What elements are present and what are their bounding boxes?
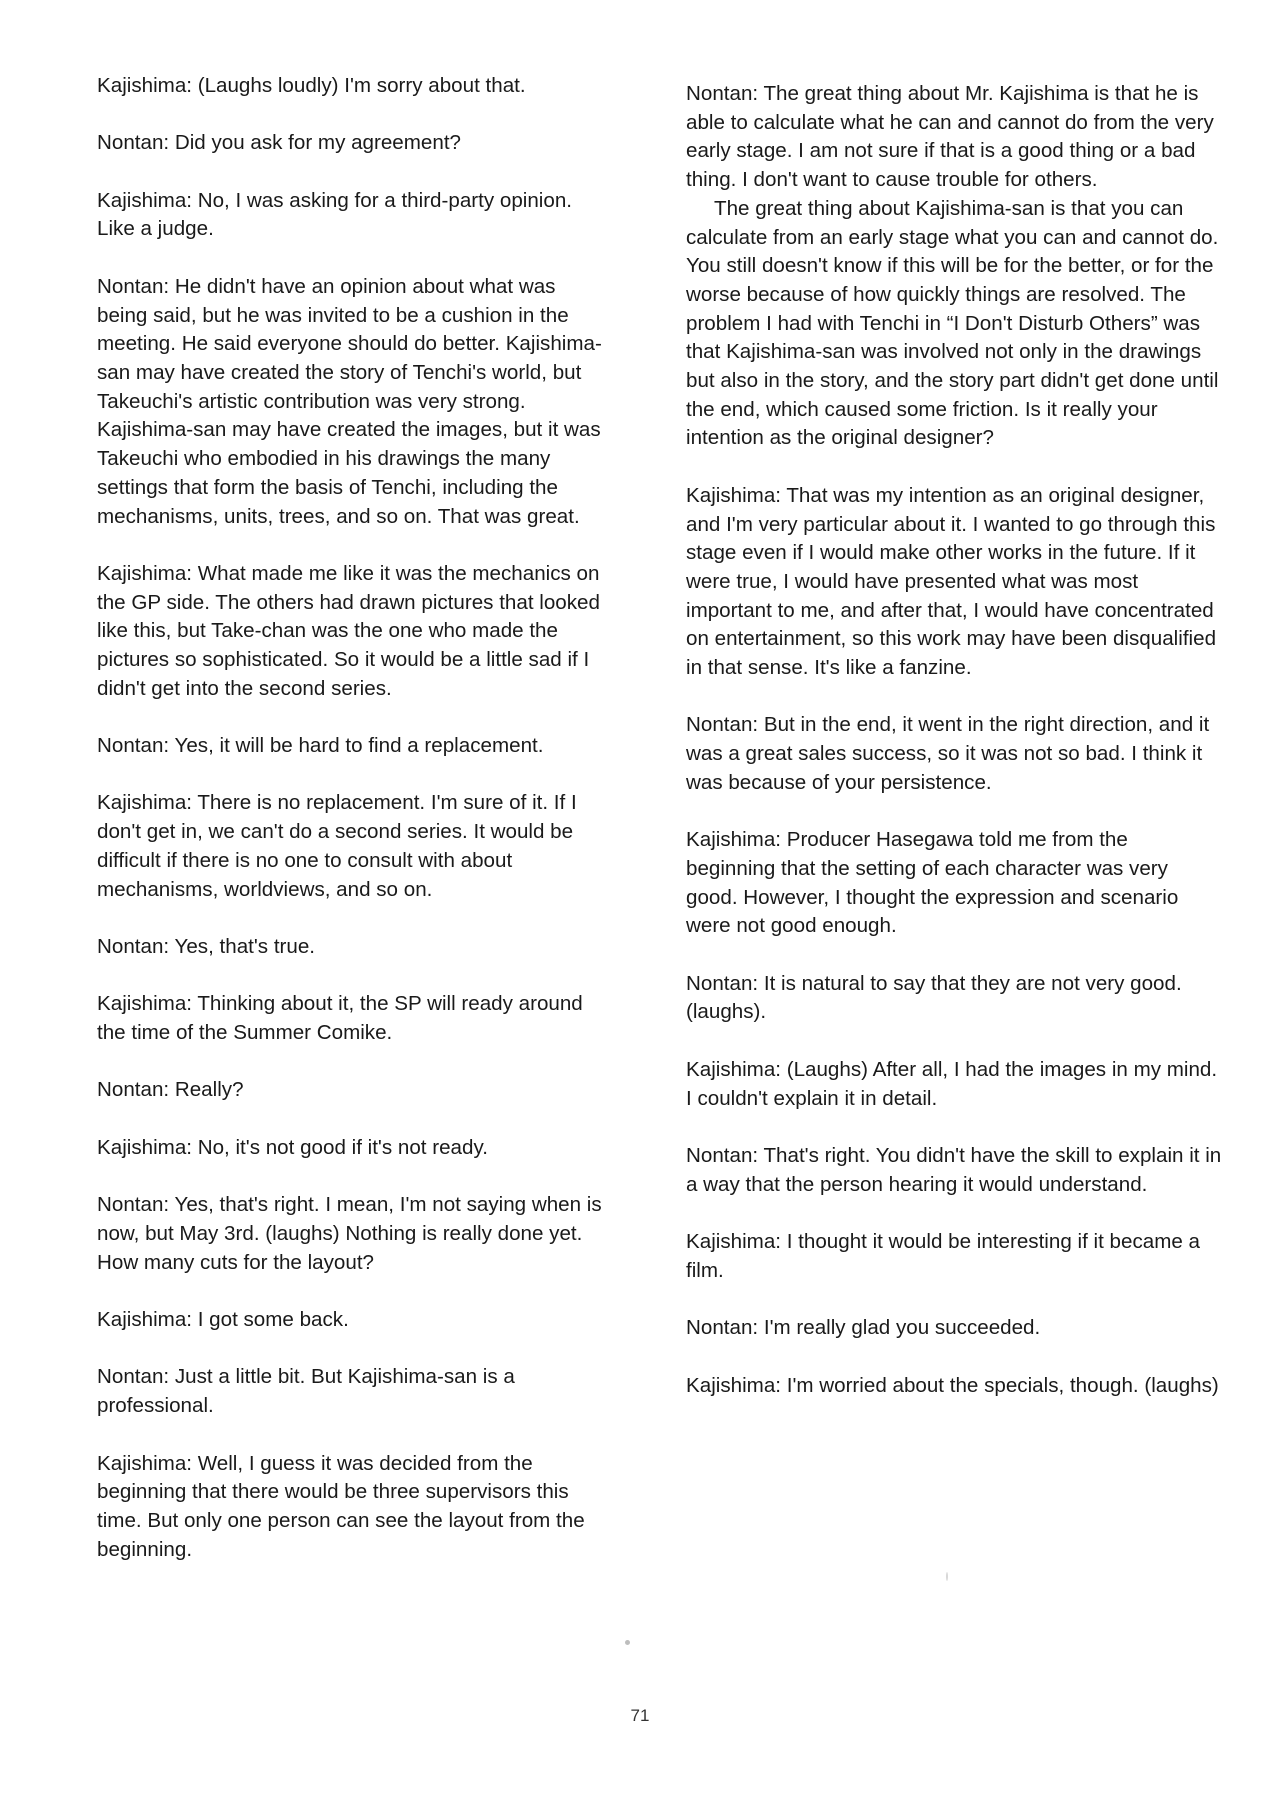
- dialogue-paragraph: Nontan: Really?: [97, 1078, 244, 1102]
- dialogue-paragraph: Kajishima: Thinking about it, the SP will ready around the time of the Summer Comike.: [97, 992, 583, 1045]
- page-number: 71: [630, 1706, 650, 1725]
- dialogue-continuation: The great thing about Kajishima-san is that you can calculate from an early stage what you can and cannot do. You still doesn't know if this will be for the better, or for the worse because of how quickly things are resolved. The problem I had with Tenchi in “I Don't Disturb Others” was that Kajishima-san was involved not only in the drawings but also in the story, and the story part didn't get done until the end, which caused some friction. Is it really your intention as the original designer?: [686, 196, 1219, 450]
- dialogue-paragraph: Kajishima: What made me like it was the mechanics on the GP side. The others had drawn pictures that looked like this, but Take-chan was the one who made the pictures so sophisticated. So it would be a little sad if I didn't get into the second series.: [97, 561, 600, 700]
- scan-speck: [946, 1572, 948, 1581]
- dialogue-paragraph: Nontan: That's right. You didn't have the skill to explain it in a way that the person hearing it would understand.: [686, 1143, 1222, 1196]
- dialogue-paragraph: Kajishima: (Laughs) After all, I had the images in my mind. I couldn't explain it in detail.: [686, 1057, 1218, 1110]
- dialogue-paragraph: Nontan: Yes, that's true.: [97, 934, 316, 958]
- dialogue-paragraph: Kajishima: There is no replacement. I'm sure of it. If I don't get in, we can't do a second series. It would be difficult if there is no one to consult with about mechanisms, worldviews, and so on.: [97, 791, 577, 901]
- scan-speck: [625, 1640, 630, 1645]
- dialogue-paragraph: Kajishima: I got some back.: [97, 1308, 349, 1332]
- dialogue-paragraph: Kajishima: No, it's not good if it's not ready.: [97, 1135, 488, 1159]
- dialogue-line: Nontan: The great thing about Mr. Kajishima is that he is able to calculate what he can and cannot do from the very early stage. I am not sure if that is a good thing or a bad thing. I don't want to cause trouble for others.: [686, 82, 1214, 192]
- dialogue-paragraph: Nontan: But in the end, it went in the right direction, and it was a great sales success, so it was not so bad. I think it was because of your persistence.: [686, 713, 1210, 794]
- dialogue-paragraph: Kajishima: Well, I guess it was decided from the beginning that there would be three supervisors this time. But only one person can see the layout from the beginning.: [97, 1451, 585, 1561]
- dialogue-paragraph: Nontan: He didn't have an opinion about what was being said, but he was invited to be a cushion in the meeting. He said everyone should do better. Kajishima-san may have created the story of Tenchi's world, but Takeuchi's artistic contribution was very strong. Kajishima-san may have created the images, but it was Takeuchi who embodied in his drawings the many settings that form the basis of Tenchi, including the mechanisms, units, trees, and so on. That was great.: [97, 274, 602, 528]
- dialogue-paragraph: Nontan: Just a little bit. But Kajishima-san is a professional.: [97, 1365, 515, 1418]
- dialogue-paragraph: Kajishima: Producer Hasegawa told me from the beginning that the setting of each character was very good. However, I thought the expression and scenario were not good enough.: [686, 828, 1179, 938]
- dialogue-paragraph: Nontan: It is natural to say that they are not very good. (laughs).: [686, 971, 1182, 1024]
- dialogue-paragraph: Kajishima: (Laughs loudly) I'm sorry about that.: [97, 74, 526, 97]
- dialogue-paragraph: [686, 80, 1222, 453]
- right-column: [686, 80, 1222, 1429]
- dialogue-paragraph: Nontan: Yes, it will be hard to find a replacement.: [97, 734, 544, 758]
- dialogue-paragraph: Kajishima: No, I was asking for a third-party opinion. Like a judge.: [97, 188, 573, 241]
- dialogue-paragraph: Kajishima: That was my intention as an original designer, and I'm very particular about it. I wanted to go through this stage even if I would make other works in the future. If it were true, I would have presented what was most important to me, and after that, I would have concentrated on entertainment, so this work may have been disqualified in that sense. It's like a fanzine.: [686, 483, 1217, 680]
- dialogue-paragraph: Kajishima: I thought it would be interesting if it became a film.: [686, 1230, 1200, 1282]
- dialogue-paragraph: Nontan: Yes, that's right. I mean, I'm not saying when is now, but May 3rd. (laughs) Nothing is really done yet. How many cuts for the layout?: [97, 1193, 602, 1274]
- left-column: [97, 72, 607, 1593]
- dialogue-paragraph: Nontan: I'm really glad you succeeded.: [686, 1316, 1041, 1340]
- dialogue-paragraph: Nontan: Did you ask for my agreement?: [97, 131, 462, 155]
- dialogue-paragraph: Kajishima: I'm worried about the specials, though. (laughs): [686, 1373, 1219, 1397]
